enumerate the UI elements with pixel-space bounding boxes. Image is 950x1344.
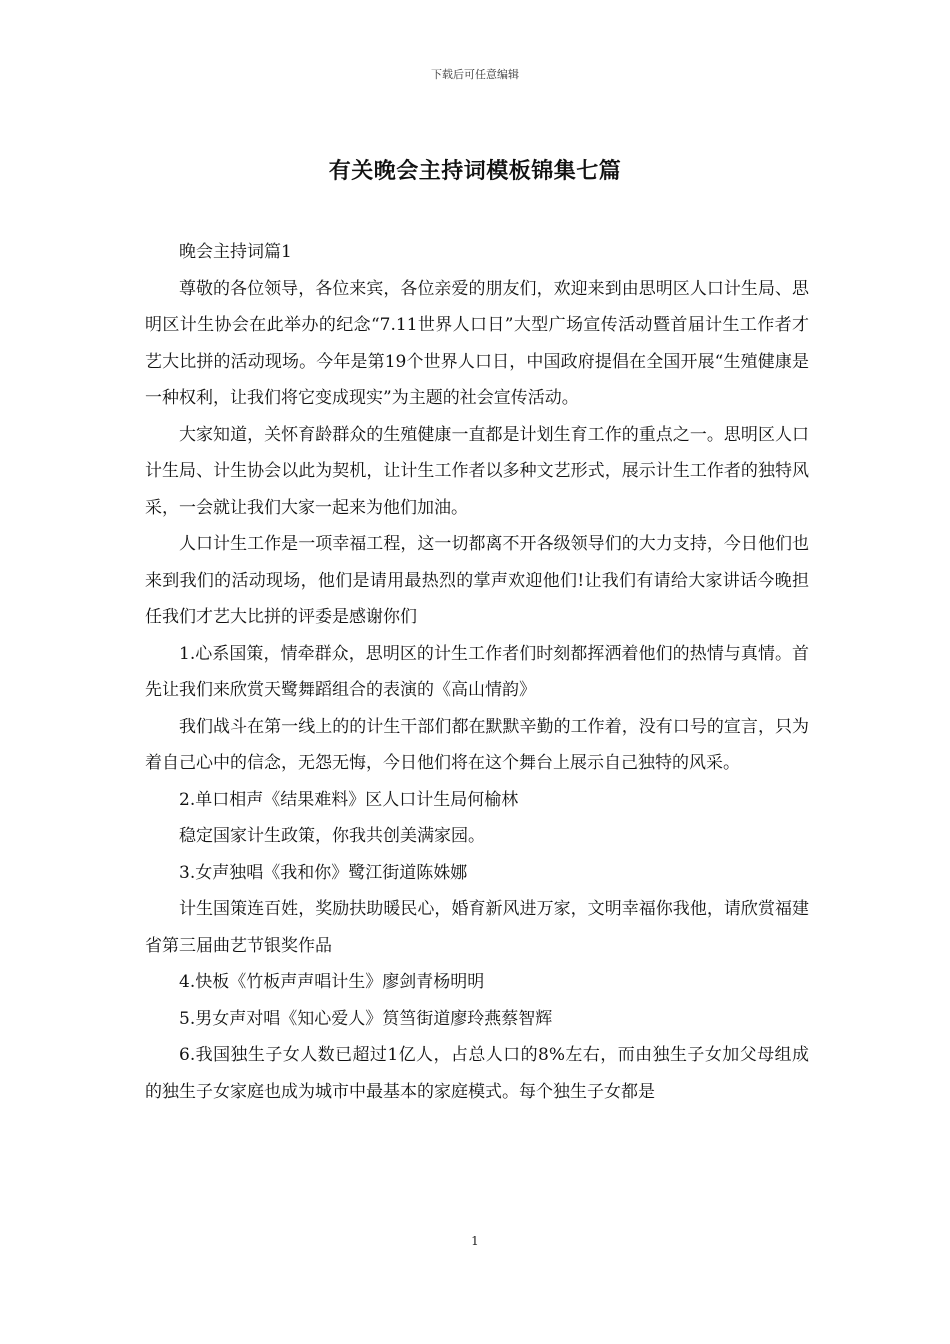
paragraph: 1.心系国策，情牵群众，思明区的计生工作者们时刻都挥洒着他们的热情与真情。首先让我们来欣赏天鹭舞蹈组合的表演的《高山情韵》 — [145, 643, 809, 700]
paragraph: 6.我国独生子女人数已超过1亿人，占总人口的8%左右，而由独生子女加父母组成的独生子女家庭也成为城市中最基本的家庭模式。每个独生子女都是 — [145, 1045, 809, 1102]
paragraph: 计生国策连百姓，奖励扶助暖民心，婚育新风进万家，文明幸福你我他，请欣赏福建省第三届曲艺节银奖作品 — [145, 899, 809, 956]
paragraph: 我们战斗在第一线上的的计生干部们都在默默辛勤的工作着，没有口号的宣言，只为着自己心中的信念，无怨无悔，今日他们将在这个舞台上展示自己独特的风采。 — [145, 716, 809, 773]
paragraph: 2.单口相声《结果难料》区人口计生局何榆林 — [179, 789, 519, 810]
paragraph: 大家知道，关怀育龄群众的生殖健康一直都是计划生育工作的重点之一。思明区人口计生局、计生协会以此为契机，让计生工作者以多种文艺形式，展示计生工作者的独特风采，一会就让我们大家一起来为他们加油。 — [145, 424, 809, 518]
paragraph: 稳定国家计生政策，你我共创美满家园。 — [179, 826, 485, 846]
header-note: 下载后可任意编辑 — [431, 68, 519, 81]
paragraph: 尊敬的各位领导，各位来宾，各位亲爱的朋友们，欢迎来到由思明区人口计生局、思明区计生协会在此举办的纪念“7.11世界人口日”大型广场宣传活动暨首届计生工作者才艺大比拼的活动现场。今年是第19个世界人口日，中国政府提倡在全国开展“生殖健康是一种权利，让我们将它变成现实”为主题的社会宣传活动。 — [145, 278, 809, 408]
paragraph: 3.女声独唱《我和你》鹭江街道陈姝娜 — [179, 862, 468, 883]
document-body — [145, 234, 809, 1110]
paragraph: 4.快板《竹板声声唱计生》廖剑青杨明明 — [179, 972, 485, 992]
page-number: 1 — [471, 1234, 479, 1248]
paragraph: 5.男女声对唱《知心爱人》筼筜街道廖玲燕蔡智辉 — [179, 1008, 553, 1029]
document-title: 有关晚会主持词模板锦集七篇 — [328, 158, 622, 184]
paragraph: 晚会主持词篇1 — [179, 242, 292, 262]
paragraph: 人口计生工作是一项幸福工程，这一切都离不开各级领导们的大力支持，今日他们也来到我们的活动现场，他们是请用最热烈的掌声欢迎他们!让我们有请给大家讲话今晚担任我们才艺大比拼的评委是感谢你们 — [145, 534, 809, 627]
